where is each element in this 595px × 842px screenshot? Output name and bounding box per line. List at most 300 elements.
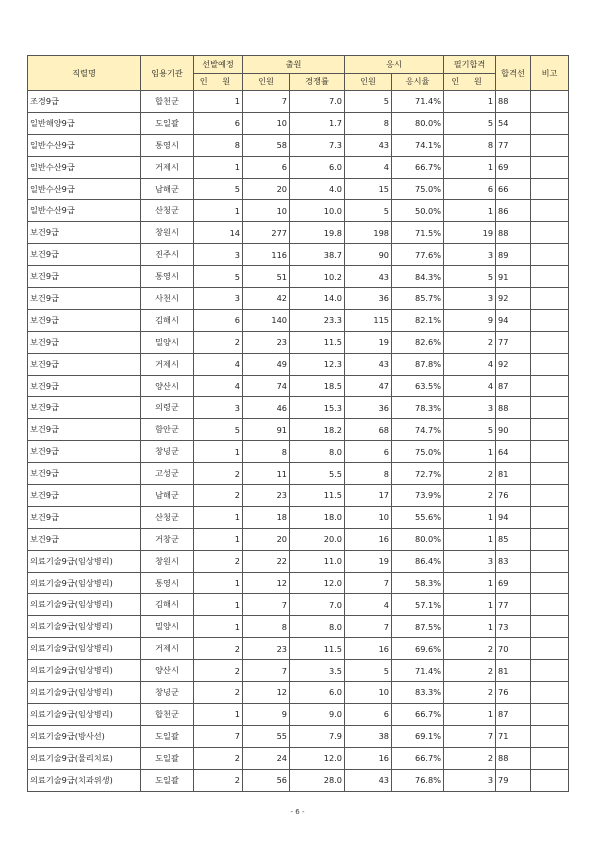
cell-pass-count: 2 [444, 331, 496, 353]
header-exam: 응시 [345, 56, 444, 74]
cell-pass-count: 1 [444, 594, 496, 616]
cell-exam-count: 8 [345, 112, 392, 134]
cell-agency: 거제시 [141, 353, 194, 375]
cell-apply-ratio: 9.0 [290, 703, 345, 725]
cell-plan: 1 [194, 200, 243, 222]
cell-pass-count: 4 [444, 353, 496, 375]
table-header [28, 56, 569, 91]
table-row [28, 682, 569, 704]
cell-exam-count: 198 [345, 222, 392, 244]
cell-pass-count: 1 [444, 441, 496, 463]
cell-pass-count: 1 [444, 506, 496, 528]
cell-job: 보건9급 [28, 222, 141, 244]
table-row [28, 309, 569, 331]
cell-pass-count: 3 [444, 397, 496, 419]
cell-exam-rate: 77.6% [392, 244, 444, 266]
cell-exam-count: 5 [345, 200, 392, 222]
cell-job: 보건9급 [28, 528, 141, 550]
cell-apply-count: 51 [243, 266, 290, 288]
cell-exam-rate: 50.0% [392, 200, 444, 222]
cell-apply-ratio: 19.8 [290, 222, 345, 244]
cell-apply-count: 7 [243, 594, 290, 616]
cell-cutoff: 76 [496, 485, 531, 507]
table-row [28, 244, 569, 266]
cell-exam-count: 5 [345, 660, 392, 682]
cell-cutoff: 87 [496, 375, 531, 397]
cell-exam-rate: 55.6% [392, 506, 444, 528]
cell-agency: 통영시 [141, 266, 194, 288]
cell-job: 조경9급 [28, 91, 141, 113]
cell-exam-count: 68 [345, 419, 392, 441]
results-table [27, 55, 569, 792]
cell-job: 일반수산9급 [28, 134, 141, 156]
cell-note [531, 463, 569, 485]
cell-note [531, 441, 569, 463]
cell-cutoff: 71 [496, 725, 531, 747]
cell-apply-ratio: 15.3 [290, 397, 345, 419]
table-row [28, 156, 569, 178]
cell-agency: 창녕군 [141, 682, 194, 704]
cell-plan: 1 [194, 156, 243, 178]
cell-exam-rate: 80.0% [392, 112, 444, 134]
cell-plan: 2 [194, 747, 243, 769]
cell-exam-rate: 87.8% [392, 353, 444, 375]
cell-exam-rate: 57.1% [392, 594, 444, 616]
cell-apply-count: 58 [243, 134, 290, 156]
table-row [28, 419, 569, 441]
cell-plan: 5 [194, 419, 243, 441]
cell-plan: 2 [194, 769, 243, 791]
cell-agency: 양산시 [141, 660, 194, 682]
cell-job: 의료기술9급(임상병리) [28, 572, 141, 594]
cell-plan: 5 [194, 266, 243, 288]
cell-pass-count: 1 [444, 616, 496, 638]
cell-apply-count: 24 [243, 747, 290, 769]
cell-apply-ratio: 12.0 [290, 747, 345, 769]
cell-apply-count: 6 [243, 156, 290, 178]
cell-cutoff: 64 [496, 441, 531, 463]
cell-job: 보건9급 [28, 244, 141, 266]
cell-plan: 1 [194, 441, 243, 463]
cell-cutoff: 88 [496, 222, 531, 244]
cell-apply-ratio: 11.5 [290, 485, 345, 507]
cell-apply-count: 18 [243, 506, 290, 528]
cell-job: 의료기술9급(임상병리) [28, 594, 141, 616]
cell-note [531, 156, 569, 178]
cell-apply-ratio: 7.9 [290, 725, 345, 747]
cell-job: 보건9급 [28, 441, 141, 463]
cell-pass-count: 1 [444, 528, 496, 550]
cell-pass-count: 19 [444, 222, 496, 244]
cell-job: 보건9급 [28, 331, 141, 353]
cell-exam-rate: 72.7% [392, 463, 444, 485]
cell-apply-ratio: 7.3 [290, 134, 345, 156]
cell-note [531, 769, 569, 791]
cell-cutoff: 88 [496, 91, 531, 113]
cell-apply-count: 22 [243, 550, 290, 572]
cell-plan: 6 [194, 309, 243, 331]
cell-job: 의료기술9급(임상병리) [28, 616, 141, 638]
cell-pass-count: 2 [444, 682, 496, 704]
cell-note [531, 244, 569, 266]
cell-apply-count: 12 [243, 572, 290, 594]
table-row [28, 594, 569, 616]
cell-apply-ratio: 8.0 [290, 616, 345, 638]
cell-exam-count: 16 [345, 528, 392, 550]
cell-note [531, 682, 569, 704]
cell-cutoff: 69 [496, 156, 531, 178]
cell-job: 보건9급 [28, 397, 141, 419]
cell-apply-ratio: 3.5 [290, 660, 345, 682]
cell-exam-count: 43 [345, 266, 392, 288]
cell-cutoff: 87 [496, 703, 531, 725]
cell-agency: 함안군 [141, 419, 194, 441]
cell-plan: 1 [194, 594, 243, 616]
cell-cutoff: 77 [496, 331, 531, 353]
cell-agency: 밀양시 [141, 616, 194, 638]
cell-note [531, 485, 569, 507]
cell-plan: 2 [194, 463, 243, 485]
cell-apply-count: 49 [243, 353, 290, 375]
cell-plan: 1 [194, 528, 243, 550]
cell-pass-count: 1 [444, 91, 496, 113]
table-row [28, 91, 569, 113]
cell-exam-rate: 71.4% [392, 91, 444, 113]
cell-apply-ratio: 18.2 [290, 419, 345, 441]
cell-agency: 밀양시 [141, 331, 194, 353]
cell-plan: 1 [194, 91, 243, 113]
table-row [28, 660, 569, 682]
cell-plan: 1 [194, 572, 243, 594]
cell-exam-count: 6 [345, 703, 392, 725]
cell-apply-ratio: 7.0 [290, 91, 345, 113]
cell-agency: 남해군 [141, 485, 194, 507]
cell-cutoff: 70 [496, 638, 531, 660]
cell-exam-count: 10 [345, 682, 392, 704]
cell-note [531, 638, 569, 660]
cell-exam-count: 10 [345, 506, 392, 528]
cell-pass-count: 3 [444, 288, 496, 310]
cell-exam-rate: 82.6% [392, 331, 444, 353]
header-cutoff: 합격선 [496, 56, 531, 91]
cell-job: 일반수산9급 [28, 156, 141, 178]
cell-plan: 8 [194, 134, 243, 156]
cell-apply-count: 7 [243, 91, 290, 113]
cell-note [531, 288, 569, 310]
cell-exam-rate: 74.1% [392, 134, 444, 156]
table-row [28, 134, 569, 156]
cell-agency: 의령군 [141, 397, 194, 419]
cell-exam-rate: 87.5% [392, 616, 444, 638]
cell-exam-rate: 76.8% [392, 769, 444, 791]
cell-exam-count: 43 [345, 134, 392, 156]
cell-pass-count: 5 [444, 266, 496, 288]
header-exam-count: 인원 [345, 73, 392, 91]
cell-apply-count: 23 [243, 638, 290, 660]
cell-plan: 1 [194, 616, 243, 638]
header-apply-ratio: 경쟁률 [290, 73, 345, 91]
cell-plan: 2 [194, 331, 243, 353]
header-note: 비고 [531, 56, 569, 91]
cell-plan: 14 [194, 222, 243, 244]
cell-apply-ratio: 20.0 [290, 528, 345, 550]
cell-job: 의료기술9급(임상병리) [28, 550, 141, 572]
table-row [28, 397, 569, 419]
cell-exam-count: 7 [345, 616, 392, 638]
cell-note [531, 397, 569, 419]
cell-note [531, 572, 569, 594]
cell-exam-count: 5 [345, 91, 392, 113]
cell-pass-count: 5 [444, 419, 496, 441]
header-plan-top: 선발예정 [194, 56, 243, 74]
cell-pass-count: 6 [444, 178, 496, 200]
cell-cutoff: 88 [496, 747, 531, 769]
table-row [28, 288, 569, 310]
cell-exam-rate: 63.5% [392, 375, 444, 397]
cell-note [531, 112, 569, 134]
cell-note [531, 266, 569, 288]
cell-note [531, 594, 569, 616]
cell-note [531, 747, 569, 769]
cell-exam-rate: 66.7% [392, 747, 444, 769]
cell-job: 일반해양9급 [28, 112, 141, 134]
cell-note [531, 178, 569, 200]
cell-pass-count: 3 [444, 244, 496, 266]
table-row [28, 747, 569, 769]
table-row [28, 441, 569, 463]
cell-plan: 1 [194, 506, 243, 528]
cell-exam-count: 7 [345, 572, 392, 594]
table-row [28, 703, 569, 725]
cell-exam-count: 4 [345, 156, 392, 178]
cell-agency: 양산시 [141, 375, 194, 397]
cell-exam-count: 16 [345, 747, 392, 769]
cell-cutoff: 81 [496, 463, 531, 485]
cell-exam-rate: 75.0% [392, 441, 444, 463]
cell-pass-count: 1 [444, 703, 496, 725]
header-exam-rate: 응시율 [392, 73, 444, 91]
cell-pass-count: 1 [444, 200, 496, 222]
cell-exam-count: 19 [345, 331, 392, 353]
cell-apply-count: 10 [243, 112, 290, 134]
cell-pass-count: 2 [444, 485, 496, 507]
table-row [28, 485, 569, 507]
cell-apply-ratio: 10.2 [290, 266, 345, 288]
cell-note [531, 660, 569, 682]
cell-pass-count: 9 [444, 309, 496, 331]
cell-pass-count: 3 [444, 769, 496, 791]
cell-cutoff: 77 [496, 134, 531, 156]
cell-exam-count: 6 [345, 441, 392, 463]
cell-apply-ratio: 1.7 [290, 112, 345, 134]
cell-pass-count: 2 [444, 660, 496, 682]
cell-note [531, 550, 569, 572]
cell-exam-rate: 82.1% [392, 309, 444, 331]
page-number: - 6 - [290, 808, 305, 816]
cell-apply-ratio: 4.0 [290, 178, 345, 200]
cell-exam-count: 36 [345, 288, 392, 310]
cell-apply-count: 9 [243, 703, 290, 725]
cell-apply-ratio: 18.5 [290, 375, 345, 397]
header-pass-top: 필기합격 [444, 56, 496, 74]
cell-exam-count: 43 [345, 353, 392, 375]
cell-job: 보건9급 [28, 353, 141, 375]
cell-apply-ratio: 5.5 [290, 463, 345, 485]
cell-agency: 도일괄 [141, 112, 194, 134]
cell-agency: 김해시 [141, 309, 194, 331]
cell-note [531, 528, 569, 550]
cell-job: 의료기술9급(임상병리) [28, 660, 141, 682]
cell-cutoff: 94 [496, 506, 531, 528]
header-apply-count: 인원 [243, 73, 290, 91]
cell-plan: 3 [194, 397, 243, 419]
cell-exam-rate: 71.4% [392, 660, 444, 682]
cell-exam-count: 16 [345, 638, 392, 660]
cell-agency: 창원시 [141, 222, 194, 244]
cell-apply-count: 116 [243, 244, 290, 266]
table-row [28, 769, 569, 791]
table-row [28, 616, 569, 638]
cell-plan: 1 [194, 703, 243, 725]
cell-apply-count: 10 [243, 200, 290, 222]
cell-exam-rate: 85.7% [392, 288, 444, 310]
cell-cutoff: 92 [496, 353, 531, 375]
cell-exam-rate: 84.3% [392, 266, 444, 288]
cell-apply-ratio: 23.3 [290, 309, 345, 331]
cell-apply-count: 23 [243, 485, 290, 507]
table-row [28, 375, 569, 397]
cell-exam-rate: 69.6% [392, 638, 444, 660]
cell-job: 보건9급 [28, 266, 141, 288]
cell-note [531, 506, 569, 528]
cell-pass-count: 1 [444, 572, 496, 594]
cell-apply-ratio: 12.0 [290, 572, 345, 594]
cell-apply-count: 23 [243, 331, 290, 353]
table-row [28, 528, 569, 550]
cell-apply-count: 8 [243, 616, 290, 638]
cell-note [531, 331, 569, 353]
cell-apply-count: 12 [243, 682, 290, 704]
cell-exam-count: 17 [345, 485, 392, 507]
cell-exam-count: 36 [345, 397, 392, 419]
cell-exam-count: 47 [345, 375, 392, 397]
cell-job: 의료기술9급(치과위생) [28, 769, 141, 791]
cell-cutoff: 76 [496, 682, 531, 704]
cell-cutoff: 89 [496, 244, 531, 266]
cell-note [531, 616, 569, 638]
cell-pass-count: 2 [444, 638, 496, 660]
table-row [28, 222, 569, 244]
cell-cutoff: 54 [496, 112, 531, 134]
cell-apply-ratio: 11.5 [290, 638, 345, 660]
cell-agency: 도일괄 [141, 747, 194, 769]
cell-apply-count: 91 [243, 419, 290, 441]
table-row [28, 353, 569, 375]
cell-cutoff: 88 [496, 397, 531, 419]
cell-agency: 창원시 [141, 550, 194, 572]
cell-plan: 5 [194, 178, 243, 200]
cell-agency: 창녕군 [141, 441, 194, 463]
cell-apply-ratio: 6.0 [290, 682, 345, 704]
cell-pass-count: 7 [444, 725, 496, 747]
cell-pass-count: 2 [444, 463, 496, 485]
cell-exam-rate: 58.3% [392, 572, 444, 594]
cell-exam-rate: 78.3% [392, 397, 444, 419]
cell-apply-ratio: 6.0 [290, 156, 345, 178]
cell-plan: 2 [194, 660, 243, 682]
cell-exam-count: 38 [345, 725, 392, 747]
header-plan-bottom: 인 원 [194, 73, 243, 91]
table-row [28, 638, 569, 660]
cell-apply-count: 42 [243, 288, 290, 310]
table-row [28, 331, 569, 353]
cell-apply-count: 140 [243, 309, 290, 331]
cell-exam-rate: 71.5% [392, 222, 444, 244]
cell-note [531, 222, 569, 244]
cell-exam-count: 115 [345, 309, 392, 331]
cell-plan: 3 [194, 244, 243, 266]
cell-job: 보건9급 [28, 375, 141, 397]
cell-agency: 산청군 [141, 506, 194, 528]
cell-apply-count: 7 [243, 660, 290, 682]
table-row [28, 550, 569, 572]
cell-job: 일반수산9급 [28, 178, 141, 200]
cell-pass-count: 3 [444, 550, 496, 572]
cell-apply-ratio: 14.0 [290, 288, 345, 310]
cell-exam-count: 19 [345, 550, 392, 572]
cell-note [531, 375, 569, 397]
cell-agency: 합천군 [141, 91, 194, 113]
cell-exam-rate: 66.7% [392, 703, 444, 725]
cell-plan: 2 [194, 638, 243, 660]
cell-apply-count: 55 [243, 725, 290, 747]
cell-pass-count: 8 [444, 134, 496, 156]
cell-apply-ratio: 10.0 [290, 200, 345, 222]
cell-cutoff: 85 [496, 528, 531, 550]
cell-job: 보건9급 [28, 309, 141, 331]
cell-exam-rate: 75.0% [392, 178, 444, 200]
cell-agency: 고성군 [141, 463, 194, 485]
header-agency: 임용기관 [141, 56, 194, 91]
cell-exam-count: 15 [345, 178, 392, 200]
cell-apply-ratio: 7.0 [290, 594, 345, 616]
header-job: 직렬명 [28, 56, 141, 91]
cell-plan: 4 [194, 375, 243, 397]
table-body [28, 91, 569, 792]
cell-apply-ratio: 18.0 [290, 506, 345, 528]
cell-job: 의료기술9급(임상병리) [28, 682, 141, 704]
cell-agency: 거제시 [141, 156, 194, 178]
cell-exam-rate: 86.4% [392, 550, 444, 572]
cell-note [531, 419, 569, 441]
cell-apply-ratio: 12.3 [290, 353, 345, 375]
cell-apply-count: 20 [243, 528, 290, 550]
cell-note [531, 725, 569, 747]
cell-apply-ratio: 11.0 [290, 550, 345, 572]
cell-cutoff: 69 [496, 572, 531, 594]
cell-plan: 2 [194, 682, 243, 704]
cell-apply-count: 20 [243, 178, 290, 200]
cell-plan: 7 [194, 725, 243, 747]
cell-apply-count: 56 [243, 769, 290, 791]
cell-plan: 6 [194, 112, 243, 134]
cell-agency: 김해시 [141, 594, 194, 616]
cell-exam-rate: 74.7% [392, 419, 444, 441]
cell-agency: 통영시 [141, 572, 194, 594]
cell-agency: 남해군 [141, 178, 194, 200]
cell-plan: 3 [194, 288, 243, 310]
cell-apply-count: 74 [243, 375, 290, 397]
